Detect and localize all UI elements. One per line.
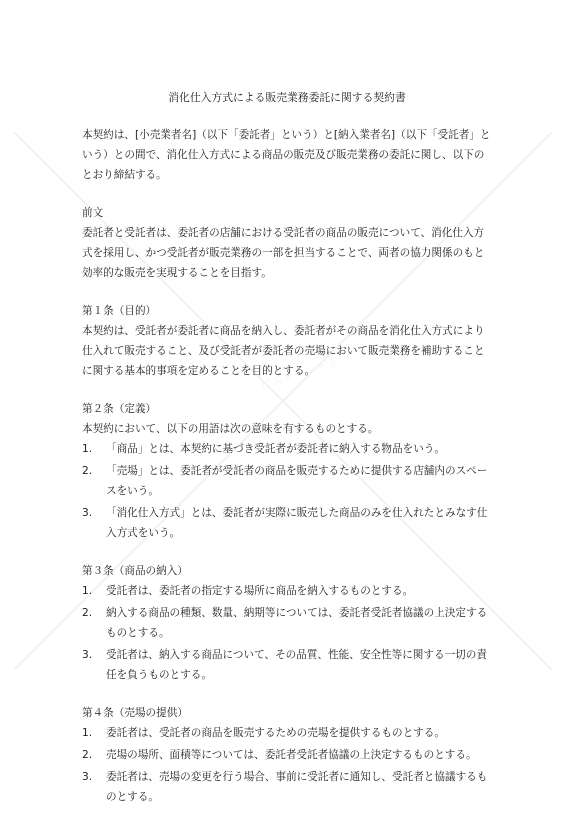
- preamble-body: 委託者と受託者は、委託者の店舗における受託者の商品の販売について、消化仕入方式を採用し、かつ受託者が販売業務の一部を担当することで、両者の協力関係のもと効率的な販売を実現することを目指す。: [82, 227, 485, 279]
- article-4: [82, 703, 492, 807]
- preamble-section: [82, 203, 492, 283]
- article-heading: 第２条（定義）: [82, 403, 157, 415]
- item-text: 「売場」とは、委託者が受託者の商品を販売するために提供する店舗内のスペースをいう。: [106, 465, 488, 497]
- article-2: [82, 399, 492, 543]
- article-heading: 第１条（目的）: [82, 305, 157, 317]
- article-body: 本契約は、受託者が委託者に商品を納入し、委託者がその商品を消化仕入方式により仕入れて販売すること、及び受託者が委託者の売場において販売業務を補助することに関する基本的事項を定めることを目的とする。: [82, 325, 485, 377]
- item-text: 受託者は、委託者の指定する場所に商品を納入するものとする。: [106, 585, 414, 597]
- preamble-heading: 前文: [82, 207, 104, 219]
- list-item: [82, 645, 492, 685]
- item-number: 3.: [82, 649, 93, 661]
- item-number: 2.: [82, 607, 93, 619]
- watermark-text: ビズオーシャン: [258, 354, 342, 393]
- list-item: [82, 581, 492, 601]
- article-item-list: [82, 723, 492, 807]
- list-item: [82, 745, 492, 765]
- item-number: 1.: [82, 727, 93, 739]
- intro-paragraph: 本契約は、[小売業者名]（以下「委託者」という）と[納入業者名]（以下「受託者」という）との間で、消化仕入方式による商品の販売及び販売業務の委託に関し、以下のとおり締結する。: [82, 129, 491, 181]
- list-item: [82, 503, 492, 543]
- item-text: 委託者は、売場の変更を行う場合、事前に受託者に通知し、受託者と協議するものとする。: [106, 771, 488, 803]
- list-item: [82, 461, 492, 501]
- item-number: 1.: [82, 443, 93, 455]
- item-number: 1.: [82, 585, 93, 597]
- article-heading: 第４条（売場の提供）: [82, 707, 188, 719]
- article-3: [82, 561, 492, 685]
- document-content: [82, 90, 492, 825]
- item-number: 2.: [82, 749, 93, 761]
- article-item-list: [82, 581, 492, 685]
- article-heading: 第３条（商品の納入）: [82, 565, 188, 577]
- list-item: [82, 439, 492, 459]
- document-title: 消化仕入方式による販売業務委託に関する契約書: [168, 91, 406, 104]
- item-text: 「商品」とは、本契約に基づき受託者が委託者に納入する物品をいう。: [106, 443, 445, 455]
- item-text: 委託者は、受託者の商品を販売するための売場を提供するものとする。: [106, 727, 445, 739]
- article-body: 本契約において、以下の用語は次の意味を有するものとする。: [82, 423, 379, 435]
- article-1: [82, 301, 492, 381]
- list-item: [82, 603, 492, 643]
- item-text: 売場の場所、面積等については、委託者受託者協議の上決定するものとする。: [106, 749, 477, 761]
- item-text: 「消化仕入方式」とは、委託者が実際に販売した商品のみを仕入れたとみなす仕入方式をいう。: [106, 507, 488, 539]
- item-number: 2.: [82, 465, 93, 477]
- article-item-list: [82, 439, 492, 543]
- item-number: 3.: [82, 771, 93, 783]
- list-item: [82, 767, 492, 807]
- list-item: [82, 723, 492, 743]
- item-text: 受託者は、納入する商品について、その品質、性能、安全性等に関する一切の責任を負うものとする。: [106, 649, 487, 681]
- item-number: 3.: [82, 507, 93, 519]
- item-text: 納入する商品の種類、数量、納期等については、委託者受託者協議の上決定するものとする。: [106, 607, 488, 639]
